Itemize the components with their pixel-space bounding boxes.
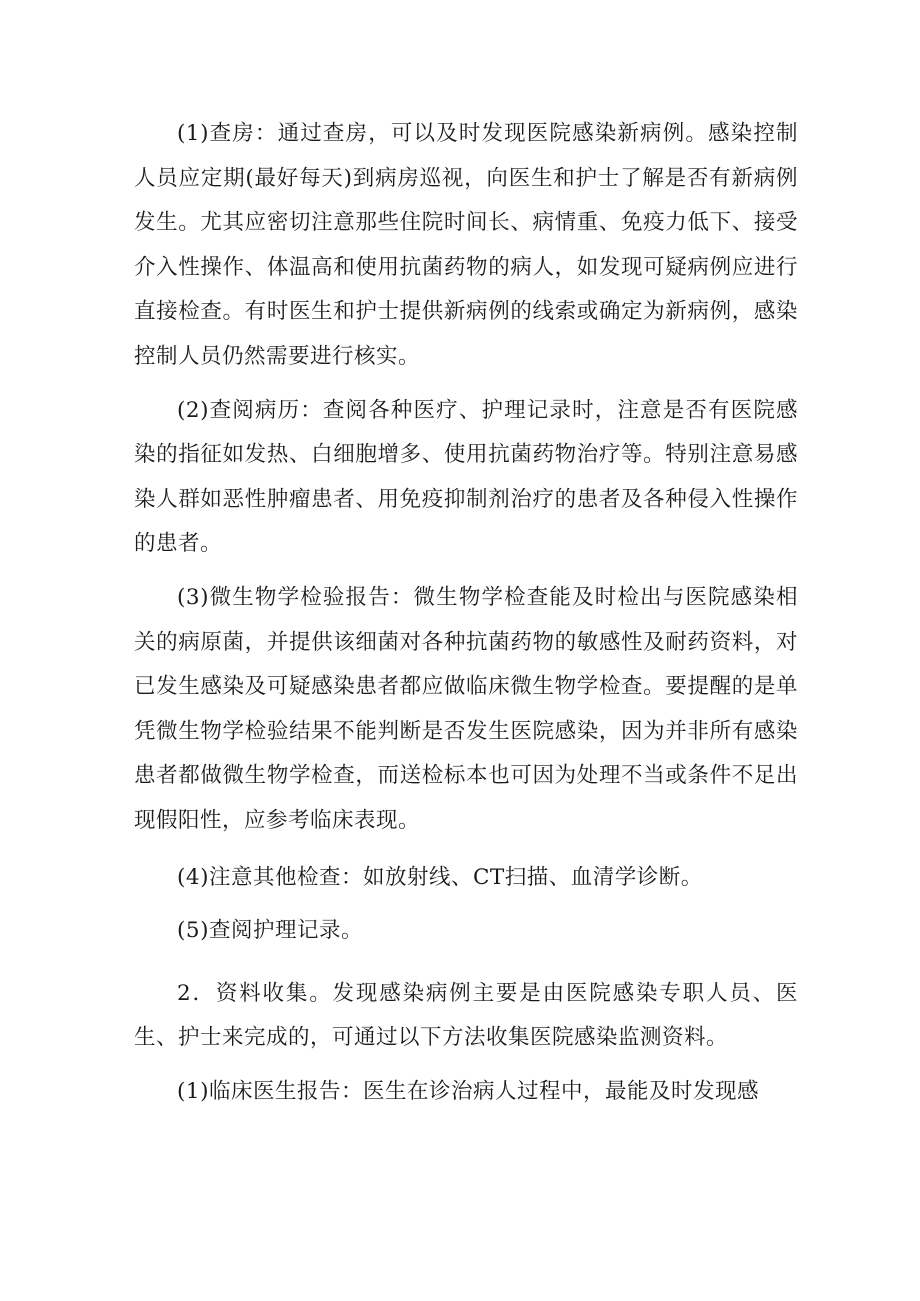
paragraph-data-collection: 2．资料收集。发现感染病例主要是由医院感染专职人员、医生、护士来完成的，可通过以下方法收集医院感染监测资料。 xyxy=(134,980,798,1051)
paragraph-medical-records: (2)查阅病历：查阅各种医疗、护理记录时，注意是否有医院感染的指征如发热、白细胞增多、使用抗菌药物治疗等。特别注意易感染人群如恶性肿瘤患者、用免疫抑制剂治疗的患者及各种侵入性操作的患者。 xyxy=(134,397,798,557)
paragraph-nursing-records: (5)查阅护理记录。 xyxy=(177,918,363,944)
paragraph-ward-rounds: (1)查房：通过查房，可以及时发现医院感染新病例。感染控制人员应定期(最好每天)到病房巡视，向医生和护士了解是否有新病例发生。尤其应密切注意那些住院时间长、病情重、免疫力低下、接受介入性操作、体温高和使用抗菌药物的病人，如发现可疑病例应进行直接检查。有时医生和护士提供新病例的线索或确定为新病例，感染控制人员仍然需要进行核实。 xyxy=(134,121,798,369)
document-body xyxy=(134,112,798,1114)
paragraph-clinician-report: (1)临床医生报告：医生在诊治病人过程中，最能及时发现感 xyxy=(177,1078,759,1104)
paragraph-microbiology-report: (3)微生物学检验报告：微生物学检查能及时检出与医院感染相关的病原菌，并提供该细菌对各种抗菌药物的敏感性及耐药资料，对已发生感染及可疑感染患者都应做临床微生物学检查。要提醒的是单凭微生物学检验结果不能判断是否发生医院感染，因为并非所有感染患者都做微生物学检查，而送检标本也可因为处理不当或条件不足出现假阳性，应参考临床表现。 xyxy=(134,584,798,833)
paragraph-other-exams: (4)注意其他检查：如放射线、CT扫描、血清学诊断。 xyxy=(177,864,703,890)
